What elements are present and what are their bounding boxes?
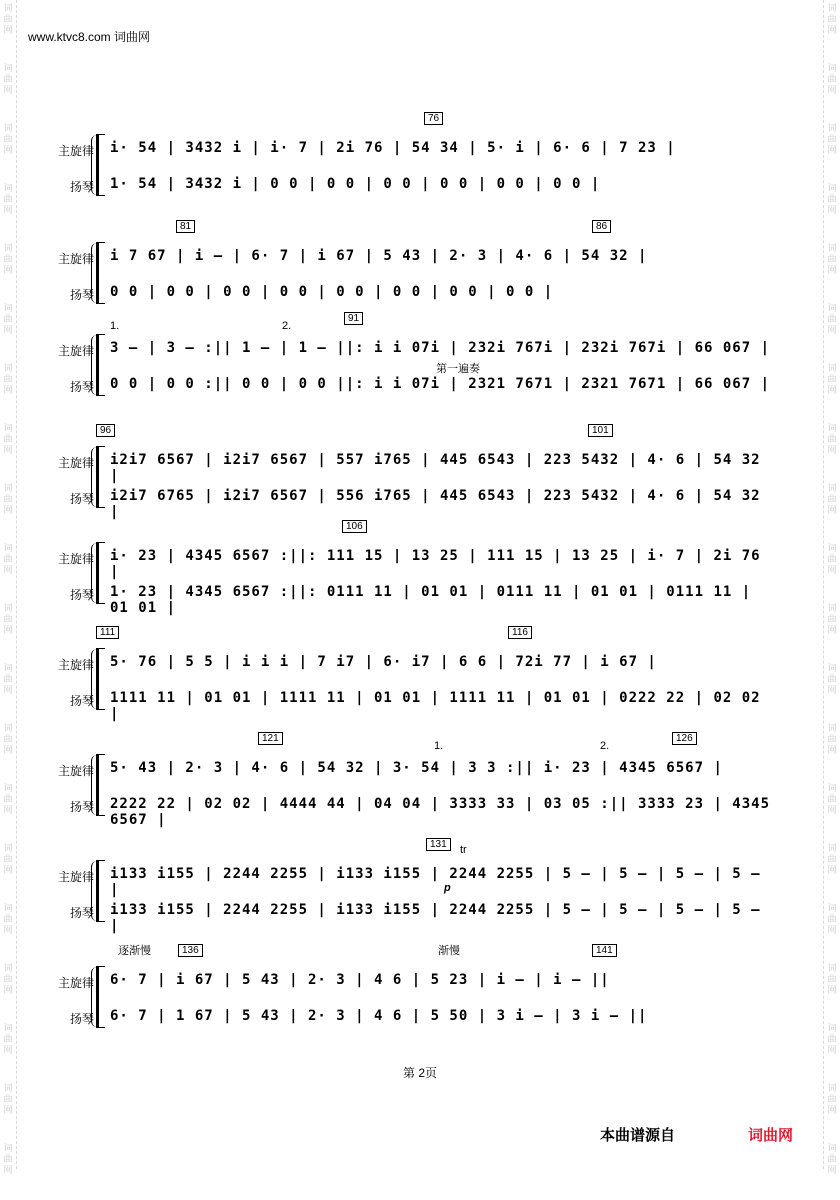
staff-brace <box>96 966 105 1028</box>
trill-mark: tr <box>460 844 467 856</box>
melody-label: 主旋律 <box>57 252 94 266</box>
tempo-marking: 渐慢 <box>438 945 460 957</box>
melody-line: i· 23 | 4345 6567 :||: 111 15 | 13 25 | 111 15 | 13 25 | i· 7 | 2i 76 | <box>110 548 761 580</box>
left-watermark-strip: 词 曲 网 词 曲 网 词 曲 网 词 曲 网 词 曲 网 词 曲 网 词 曲 网 词 曲 网 词 曲 网 词 曲 网 词 曲 网 词 曲 网 词 曲 网 词 曲 网 词 曲 网 词 曲 网 词 曲 网 词 曲 网 词 曲 网 词 曲 网 <box>0 0 17 1169</box>
score-system-5 <box>52 521 776 620</box>
measure-number: 106 <box>342 520 367 533</box>
staff-brace <box>96 134 105 196</box>
site-header: www.ktvc8.com 词曲网 <box>28 30 151 44</box>
brand-link[interactable]: 词曲网 <box>748 1127 794 1144</box>
measure-number: 96 <box>96 424 115 437</box>
measure-number: 126 <box>672 732 697 745</box>
source-text: 本曲谱源自 <box>600 1127 676 1144</box>
score-system-3 <box>52 313 776 412</box>
staff-brace <box>96 242 105 304</box>
right-watermark-strip: 词 曲 网 词 曲 网 词 曲 网 词 曲 网 词 曲 网 词 曲 网 词 曲 网 词 曲 网 词 曲 网 词 曲 网 词 曲 网 词 曲 网 词 曲 网 词 曲 网 词 曲 网 词 曲 网 词 曲 网 词 曲 网 词 曲 网 词 曲 网 <box>823 0 840 1169</box>
melody-line: i133 i155 | 2244 2255 | i133 i155 | 2244 2255 | 5 – | 5 – | 5 – | 5 – | <box>110 866 761 898</box>
score-system-2 <box>52 221 776 320</box>
score-system-4 <box>52 425 776 524</box>
yangqin-label: 扬琴 <box>69 906 94 920</box>
melody-label: 主旋律 <box>57 764 94 778</box>
melody-label: 主旋律 <box>57 658 94 672</box>
yangqin-line: 0 0 | 0 0 | 0 0 | 0 0 | 0 0 | 0 0 | 0 0 | 0 0 | <box>110 284 554 300</box>
melody-label: 主旋律 <box>57 456 94 470</box>
yangqin-line: 2222 22 | 02 02 | 4444 44 | 04 04 | 3333 33 | 03 05 :|| 3333 23 | 4345 6567 | <box>110 796 771 828</box>
melody-label: 主旋律 <box>57 870 94 884</box>
volta-second-ending: 2. <box>600 740 610 752</box>
measure-number: 141 <box>592 944 617 957</box>
yangqin-label: 扬琴 <box>69 800 94 814</box>
volta-first-ending: 1. <box>434 740 444 752</box>
yangqin-label: 扬琴 <box>69 588 94 602</box>
yangqin-label: 扬琴 <box>69 380 94 394</box>
measure-number: 121 <box>258 732 283 745</box>
melody-line: 6· 7 | i 67 | 5 43 | 2· 3 | 4 6 | 5 23 | i – | i – || <box>110 972 610 988</box>
score-system-7 <box>52 733 776 832</box>
yangqin-line: 1· 23 | 4345 6567 :||: 0111 11 | 01 01 | 0111 11 | 01 01 | 0111 11 | 01 01 | <box>110 584 752 616</box>
measure-number: 111 <box>96 626 119 639</box>
dynamic-marking: p <box>444 882 451 894</box>
yangqin-line: 6· 7 | 1 67 | 5 43 | 2· 3 | 4 6 | 5 50 | 3 i – | 3 i – || <box>110 1008 648 1024</box>
melody-line: 3 – | 3 – :|| 1 – | 1 – ||: i i 07i | 232i 767i | 232i 767i | 66 067 | <box>110 340 771 356</box>
yangqin-label: 扬琴 <box>69 1012 94 1026</box>
melody-line: i· 54 | 3432 i | i· 7 | 2i 76 | 54 34 | 5· i | 6· 6 | 7 23 | <box>110 140 676 156</box>
staff-brace <box>96 446 105 508</box>
melody-line: 5· 76 | 5 5 | i i i | 7 i7 | 6· i7 | 6 6 | 72i 77 | i 67 | <box>110 654 657 670</box>
staff-brace <box>96 860 105 922</box>
measure-number: 86 <box>592 220 611 233</box>
yangqin-label: 扬琴 <box>69 492 94 506</box>
melody-label: 主旋律 <box>57 976 94 990</box>
melody-label: 主旋律 <box>57 144 94 158</box>
melody-label: 主旋律 <box>57 552 94 566</box>
measure-number: 101 <box>588 424 613 437</box>
staff-brace <box>96 648 105 710</box>
staff-brace <box>96 542 105 604</box>
measure-number: 76 <box>424 112 443 125</box>
yangqin-label: 扬琴 <box>69 694 94 708</box>
yangqin-line: i133 i155 | 2244 2255 | i133 i155 | 2244 2255 | 5 – | 5 – | 5 – | 5 – | <box>110 902 761 934</box>
measure-number: 136 <box>178 944 203 957</box>
score-system-6 <box>52 627 776 726</box>
score-system-9 <box>52 945 776 1044</box>
staff-brace <box>96 754 105 816</box>
score-system-1 <box>52 113 776 212</box>
performance-note: 第一遍奏 <box>436 363 480 375</box>
yangqin-line: 1111 11 | 01 01 | 1111 11 | 01 01 | 1111 11 | 01 01 | 0222 22 | 02 02 | <box>110 690 761 722</box>
staff-brace <box>96 334 105 396</box>
melody-label: 主旋律 <box>57 344 94 358</box>
yangqin-line: 1· 54 | 3432 i | 0 0 | 0 0 | 0 0 | 0 0 | 0 0 | 0 0 | <box>110 176 601 192</box>
yangqin-line: i2i7 6765 | i2i7 6567 | 556 i765 | 445 6543 | 223 5432 | 4· 6 | 54 32 | <box>110 488 761 520</box>
score-system-8 <box>52 839 776 938</box>
tempo-marking: 逐渐慢 <box>118 945 151 957</box>
melody-line: i2i7 6567 | i2i7 6567 | 557 i765 | 445 6543 | 223 5432 | 4· 6 | 54 32 | <box>110 452 761 484</box>
page-number: 第 2页 <box>402 1066 437 1080</box>
melody-line: i 7 67 | i – | 6· 7 | i 67 | 5 43 | 2· 3 | 4· 6 | 54 32 | <box>110 248 648 264</box>
measure-number: 131 <box>426 838 451 851</box>
volta-first-ending: 1. <box>110 320 120 332</box>
measure-number: 91 <box>344 312 363 325</box>
volta-second-ending: 2. <box>282 320 292 332</box>
yangqin-label: 扬琴 <box>69 180 94 194</box>
measure-number: 81 <box>176 220 195 233</box>
measure-number: 116 <box>508 626 532 639</box>
yangqin-label: 扬琴 <box>69 288 94 302</box>
melody-line: 5· 43 | 2· 3 | 4· 6 | 54 32 | 3· 54 | 3 3 :|| i· 23 | 4345 6567 | <box>110 760 723 776</box>
yangqin-line: 0 0 | 0 0 :|| 0 0 | 0 0 ||: i i 07i | 2321 7671 | 2321 7671 | 66 067 | <box>110 376 771 392</box>
